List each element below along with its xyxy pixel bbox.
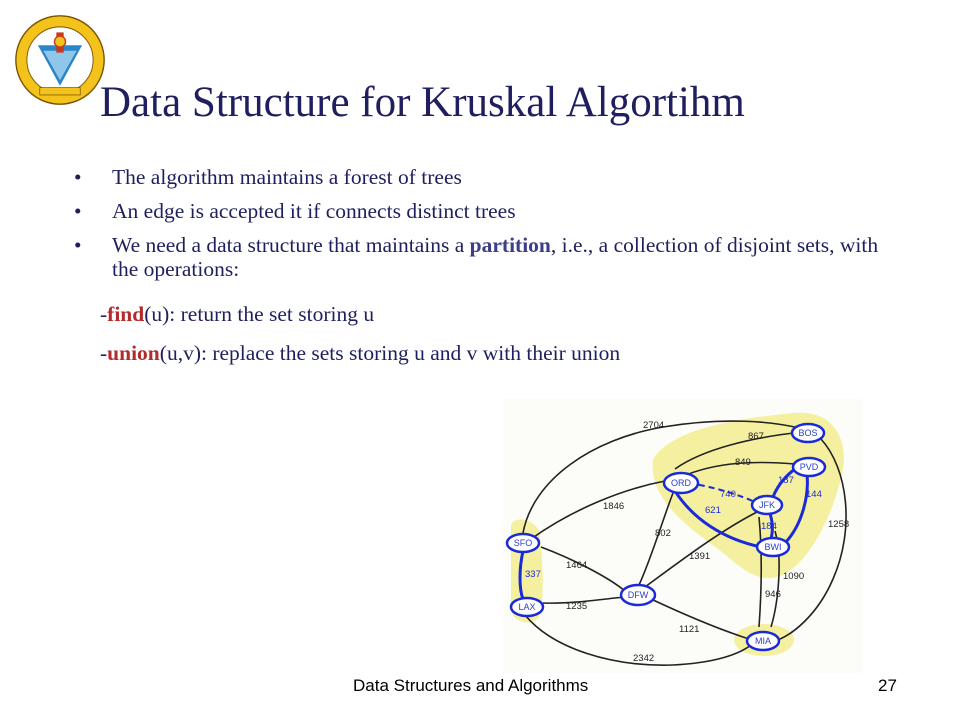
bullet-dot: •: [74, 199, 82, 223]
weight-jfk-mia: 946: [765, 589, 781, 600]
weight-jfk-bwi: 184: [761, 521, 777, 532]
keyword-partition: partition: [469, 233, 551, 257]
page-number: 27: [878, 676, 897, 695]
keyword-find: find: [107, 302, 145, 326]
slide-title: Data Structure for Kruskal Algortihm: [100, 79, 745, 126]
edge-dfw-mia: [651, 599, 749, 639]
graph-svg: [503, 399, 863, 673]
institute-logo-icon: [14, 14, 106, 106]
keyword-union: union: [107, 341, 160, 365]
bullet-text: The algorithm maintains a forest of trees: [112, 165, 462, 189]
node-label-dfw: DFW: [627, 590, 649, 600]
weight-jfk-pvd: 187: [778, 475, 794, 486]
weight-ord-bos: 867: [748, 431, 764, 442]
node-label-lax: LAX: [518, 602, 536, 612]
operation-description: (u,v): replace the sets storing u and v with their union: [159, 341, 621, 365]
operation-dash: -: [100, 302, 108, 326]
operation-dash: -: [100, 341, 108, 365]
weight-sfo-lax: 337: [525, 569, 541, 580]
operation-description: (u): return the set storing u: [144, 302, 375, 326]
bullet-dot: •: [74, 165, 82, 189]
weight-sfo-bos: 2704: [643, 420, 665, 431]
weight-lax-dfw: 1235: [566, 601, 588, 612]
operation-find: [100, 302, 374, 326]
operation-union: [100, 341, 620, 365]
node-label-bos: BOS: [798, 428, 818, 438]
weight-sfo-dfw: 1464: [566, 560, 588, 571]
bullet-item: [72, 165, 892, 189]
kruskal-graph-figure: [503, 399, 863, 673]
weight-bos-mia: 1258: [828, 519, 850, 530]
weight-bwi-pvd: 144: [806, 489, 822, 500]
bullet-text-post: , i.e., a collection of disjoint sets, with the operations:: [112, 233, 879, 281]
node-label-bwi: BWI: [764, 542, 782, 552]
bullet-text-pre: We need a data structure that maintains a: [112, 233, 470, 257]
node-label-sfo: SFO: [513, 538, 533, 548]
weight-ord-jfk: 740: [720, 489, 736, 500]
weight-ord-bwi: 621: [705, 505, 721, 516]
weight-lax-mia: 2342: [633, 653, 655, 664]
weight-sfo-ord: 1846: [603, 501, 625, 512]
node-label-ord: ORD: [671, 478, 691, 488]
bullet-text: An edge is accepted it if connects distinct trees: [112, 199, 516, 223]
weight-dfw-mia: 1121: [679, 624, 700, 635]
bullet-item: [72, 233, 892, 281]
edge-sfo-ord: [531, 481, 665, 539]
node-label-jfk: JFK: [758, 500, 776, 510]
edge-dfw-ord: [639, 493, 673, 585]
weight-dfw-ord: 802: [655, 528, 671, 539]
bullet-list: [72, 165, 892, 291]
bullet-item: [72, 199, 892, 223]
weight-ord-pvd: 849: [735, 457, 751, 468]
weight-bwi-mia: 1090: [783, 571, 805, 582]
node-label-pvd: PVD: [799, 462, 819, 472]
weight-dfw-jfk: 1391: [689, 551, 711, 562]
footer-course-name: Data Structures and Algorithms: [353, 676, 589, 695]
bullet-dot: •: [74, 233, 82, 257]
node-label-mia: MIA: [754, 636, 772, 646]
